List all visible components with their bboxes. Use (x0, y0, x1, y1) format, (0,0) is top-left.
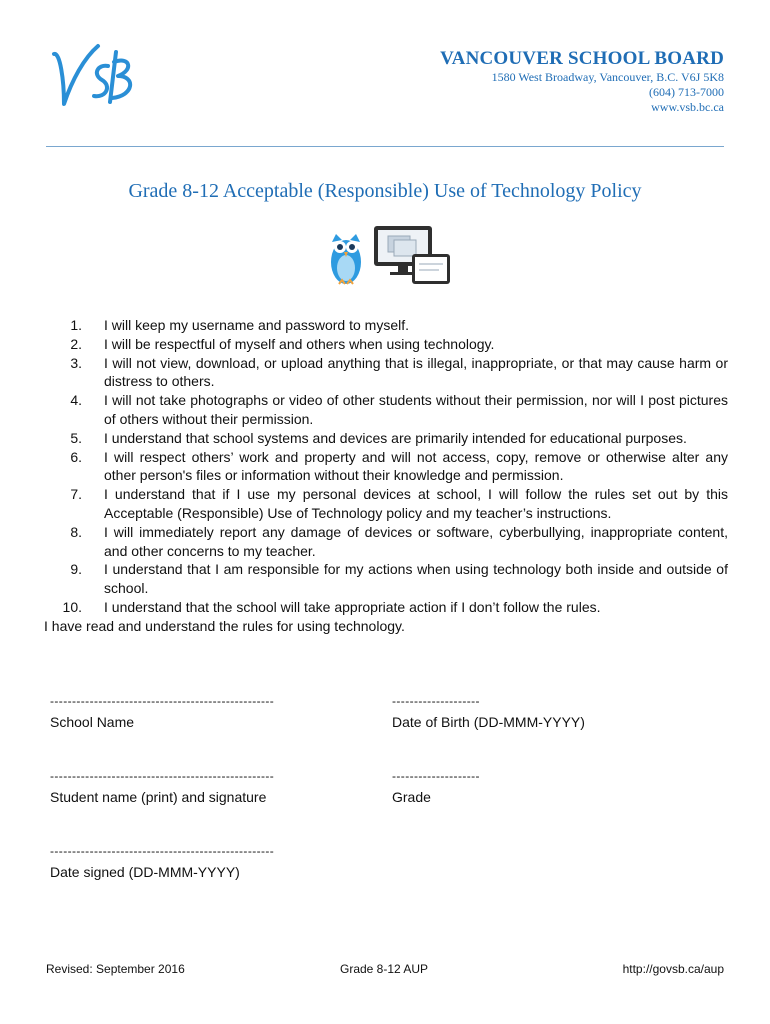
list-item: 8. I will immediately report any damage of devices or software, cyberbullying, inappropriate content, and other concerns to my teacher. (70, 523, 728, 559)
signature-line: --------------------------------------------------- (50, 769, 275, 783)
list-item: 9. I understand that I am responsible for my actions when using technology both inside and outside of school. (70, 561, 728, 597)
school-name-label: School Name (50, 714, 135, 730)
owl-devices-illustration (322, 222, 456, 290)
org-name: VANCOUVER SCHOOL BOARD (440, 48, 724, 69)
student-name-label: Student name (print) and signature (50, 789, 267, 805)
list-item: 6. I will respect others’ work and property and will not access, copy, remove or otherwise alter any other person's files or information without their knowledge and permission. (70, 448, 728, 484)
policy-rules-list (52, 316, 728, 617)
org-phone: (604) 713-7000 (649, 85, 724, 99)
org-address: 1580 West Broadway, Vancouver, B.C. V6J 5K8 (491, 70, 724, 84)
document-title: Grade 8-12 Acceptable (Responsible) Use of Technology Policy (128, 180, 642, 202)
date-of-birth-label: Date of Birth (DD-MMM-YYYY) (392, 714, 585, 730)
org-header (440, 48, 724, 115)
grade-field[interactable] (392, 769, 480, 805)
signature-line: --------------------------------------------------- (50, 694, 275, 708)
grade-label: Grade (392, 789, 431, 805)
owl-icon (331, 234, 361, 284)
org-website[interactable]: www.vsb.bc.ca (651, 100, 724, 114)
list-item: 1. I will keep my username and password to myself. (70, 317, 410, 333)
signature-line: -------------------- (392, 694, 480, 708)
student-name-signature-field[interactable] (50, 769, 274, 805)
date-of-birth-field[interactable] (392, 694, 585, 730)
tablet-icon (412, 254, 450, 284)
list-item: 3. I will not view, download, or upload anything that is illegal, inappropriate, or that may cause harm or distress to others. (70, 354, 728, 390)
list-item: 10. I understand that the school will take appropriate action if I don’t follow the rules. (62, 598, 601, 615)
signature-line: -------------------- (392, 769, 480, 783)
footer-doc-code: Grade 8-12 AUP (340, 962, 429, 976)
list-item: 4. I will not take photographs or video of other students without their permission, nor will I post pictures of others without their permission. (70, 392, 728, 427)
signature-line: --------------------------------------------------- (50, 844, 275, 858)
list-item: 5. I understand that school systems and devices are primarily intended for educational purposes. (70, 429, 687, 446)
footer-revised: Revised: September 2016 (46, 962, 185, 976)
header-divider (46, 146, 724, 147)
list-item: 7. I understand that if I use my personal devices at school, I will follow the rules set out by this Acceptable (Responsible) Use of Technology policy and my teacher’s instructions. (70, 486, 728, 521)
date-signed-field[interactable] (50, 844, 274, 880)
acknowledgement-text: I have read and understand the rules for using technology. (44, 618, 405, 634)
vsb-logo (50, 40, 142, 112)
school-name-field[interactable] (50, 694, 274, 730)
date-signed-label: Date signed (DD-MMM-YYYY) (50, 864, 240, 880)
list-item: 2. I will be respectful of myself and others when using technology. (70, 335, 495, 352)
footer-url[interactable]: http://govsb.ca/aup (622, 962, 724, 976)
